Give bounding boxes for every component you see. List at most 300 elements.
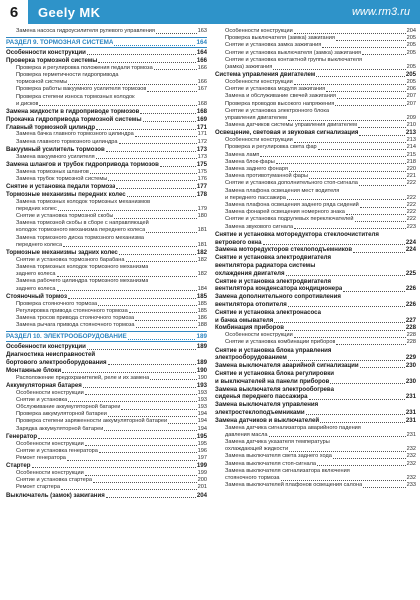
toc-page-number: 214 (406, 144, 416, 151)
toc-entry[interactable] (6, 139, 207, 146)
toc-entry[interactable] (215, 475, 416, 482)
toc-page-number: 179 (197, 205, 207, 212)
toc-entry[interactable] (215, 378, 416, 386)
toc-entry[interactable] (215, 293, 416, 301)
dot-leader (68, 298, 196, 299)
toc-entry[interactable] (215, 71, 416, 79)
toc-entry[interactable] (6, 264, 207, 271)
toc-entry[interactable] (215, 180, 416, 187)
dot-leader (269, 436, 406, 437)
toc-page-number: 204 (196, 491, 207, 499)
toc-entry-title: и дисков (16, 100, 39, 107)
toc-page-number: 205 (406, 42, 416, 49)
dot-leader (359, 135, 404, 136)
toc-entry[interactable] (215, 28, 416, 35)
toc-entry-title: Снятие и установка стартера (16, 477, 92, 484)
toc-entry[interactable] (215, 57, 416, 64)
dot-leader (62, 372, 196, 373)
toc-entry[interactable] (6, 124, 207, 132)
toc-page-number: 166 (197, 64, 207, 71)
toc-entry[interactable] (6, 57, 207, 65)
toc-entry[interactable] (215, 101, 416, 108)
toc-entry[interactable] (215, 439, 416, 446)
toc-page-number: 233 (406, 482, 416, 489)
toc-entry[interactable] (6, 28, 207, 35)
toc-right-column (215, 28, 416, 598)
toc-entry[interactable] (215, 216, 416, 223)
toc-section-heading[interactable] (6, 37, 207, 48)
toc-entry-title: Тормозные механизмы задних колес (6, 249, 118, 257)
toc-page-number: 229 (405, 354, 416, 362)
toc-entry[interactable] (6, 470, 207, 477)
dot-leader (98, 62, 195, 63)
toc-entry[interactable] (6, 249, 207, 257)
toc-entry-title: электростеклоподъемниками (215, 409, 305, 417)
dot-leader (294, 84, 406, 85)
toc-entry-title: Особенности конструкции (16, 470, 84, 477)
toc-entry[interactable] (6, 94, 207, 101)
toc-entry[interactable] (6, 220, 207, 227)
toc-entry-title: Генератор (6, 432, 38, 440)
toc-page-number: 220 (406, 166, 416, 173)
toc-entry-title: Выключатель (замок) зажигания (6, 491, 105, 499)
dot-leader (136, 327, 197, 328)
toc-entry[interactable] (6, 462, 207, 470)
toc-entry[interactable] (6, 161, 207, 169)
toc-entry-title: Замена выключателя аварийной сигнализации (215, 362, 359, 370)
toc-entry[interactable] (6, 271, 207, 278)
toc-entry[interactable] (215, 417, 416, 425)
toc-entry-title: Замена плафона освещения заднего ряда сидений (225, 202, 359, 209)
dot-leader (286, 275, 405, 276)
toc-page-number: 178 (196, 190, 207, 198)
toc-entry[interactable] (6, 191, 207, 199)
toc-entry-title: Замена трубок тормозной системы (16, 175, 108, 182)
toc-entry-title: стояночного тормоза (225, 475, 280, 482)
toc-entry[interactable] (215, 401, 416, 409)
toc-entry-title: Замена плафона освещения мест водителя (225, 187, 340, 194)
toc-entry[interactable] (215, 339, 416, 346)
toc-entry-title: Снятие и установка комбинации приборов (225, 339, 336, 346)
toc-entry-title: Замена насоса гидроусилителя рулевого управления (16, 28, 155, 34)
dot-leader (335, 105, 405, 106)
toc-entry-title: Замена ламп (225, 151, 260, 158)
toc-entry[interactable] (215, 115, 416, 122)
toc-entry-title: заднего колеса (16, 285, 56, 292)
dot-leader (260, 156, 405, 157)
toc-entry[interactable] (6, 65, 207, 72)
toc-entry[interactable] (6, 176, 207, 183)
dot-leader (57, 290, 197, 291)
toc-page-number: 205 (406, 64, 416, 71)
toc-page-number: 182 (197, 271, 207, 278)
toc-entry-title: Замена датчиков и выключателей (215, 416, 320, 424)
toc-page-number: 213 (406, 137, 416, 144)
toc-entry[interactable] (215, 425, 416, 432)
toc-entry-title: Ремонт генератора (16, 455, 66, 462)
toc-entry-title: Замена рычага привода стояночного тормоза (16, 322, 135, 329)
dot-leader (129, 312, 197, 313)
toc-page-number: 205 (406, 35, 416, 42)
toc-page-number: 206 (406, 86, 416, 93)
toc-entry[interactable] (215, 35, 416, 42)
toc-page-number: 189 (196, 343, 207, 351)
toc-entry-title: передних колес (16, 205, 57, 212)
toc-entry-title: Снятие и установка тормозной скобы (16, 213, 114, 220)
toc-entry[interactable] (215, 347, 416, 355)
toc-page-number: 196 (197, 447, 207, 454)
dot-leader (294, 33, 406, 34)
toc-entry[interactable] (215, 354, 416, 362)
dot-leader (114, 218, 196, 219)
toc-page-number: 207 (406, 100, 416, 107)
toc-entry[interactable] (215, 301, 416, 309)
dot-leader (156, 33, 197, 34)
toc-entry[interactable] (215, 64, 416, 71)
dot-leader (336, 40, 406, 41)
toc-entry[interactable] (6, 484, 207, 491)
page-header (0, 0, 420, 24)
toc-entry[interactable] (215, 108, 416, 115)
dot-leader (32, 467, 196, 468)
toc-entry-title: Проверка степени заряженности аккумуляторной батареи (16, 418, 168, 425)
dot-leader (114, 45, 195, 46)
toc-entry[interactable] (6, 146, 207, 154)
toc-entry[interactable] (215, 79, 416, 86)
toc-page-number: 230 (405, 377, 416, 385)
toc-page-number: 199 (196, 462, 207, 470)
toc-entry[interactable] (215, 461, 416, 468)
toc-entry[interactable] (6, 433, 207, 441)
dot-leader (57, 276, 197, 277)
toc-page-number: 190 (197, 374, 207, 381)
toc-entry-title: Система управления двигателем (215, 71, 316, 79)
website-link[interactable]: www.rm3.ru (351, 6, 410, 18)
dot-leader (294, 142, 406, 143)
toc-entry[interactable] (6, 322, 207, 329)
toc-entry[interactable] (215, 432, 416, 439)
toc-entry[interactable] (215, 166, 416, 173)
toc-entry-title: электрооборудованием (215, 354, 287, 362)
dot-leader (119, 254, 196, 255)
dot-leader (309, 399, 405, 400)
toc-page-number: 184 (197, 285, 207, 292)
toc-entry-title: Проверка тормозной системы (6, 57, 98, 64)
toc-entry[interactable] (215, 246, 416, 254)
toc-entry[interactable] (215, 317, 416, 325)
toc-entry-title: Тормозные механизмы передних колес (6, 190, 126, 198)
toc-entry-title: Проверка и регулировка положения педали тормоза (16, 64, 153, 71)
dot-leader (330, 383, 405, 384)
dot-leader (108, 416, 197, 417)
toc-entry[interactable] (215, 93, 416, 100)
toc-entry[interactable] (215, 224, 416, 231)
toc-entry[interactable] (6, 426, 207, 433)
toc-entry[interactable] (6, 183, 207, 191)
dot-leader (135, 320, 197, 321)
toc-entry[interactable] (215, 202, 416, 209)
toc-entry-title: РАЗДЕЛ 9. ТОРМОЗНАЯ СИСТЕМА (6, 39, 114, 47)
toc-page-number: 181 (197, 227, 207, 234)
toc-page-number: 171 (196, 123, 207, 131)
toc-entry-title: Замена выключателя света заднего хода (225, 453, 332, 460)
toc-left-column (6, 28, 207, 598)
toc-page-number: 168 (197, 100, 207, 107)
toc-entry[interactable] (215, 50, 416, 57)
toc-entry[interactable] (6, 131, 207, 138)
toc-page-number: 205 (406, 79, 416, 86)
dot-leader (318, 149, 406, 150)
toc-entry[interactable] (6, 390, 207, 397)
toc-entry[interactable] (6, 315, 207, 322)
toc-entry[interactable] (6, 286, 207, 293)
toc-entry[interactable] (215, 324, 416, 332)
dot-leader (135, 136, 197, 137)
toc-entry[interactable] (6, 293, 207, 301)
dot-leader (289, 451, 406, 452)
toc-page-number: 195 (197, 440, 207, 447)
toc-page-number: 164 (196, 49, 207, 57)
toc-page-number: 225 (405, 269, 416, 277)
dot-leader (121, 409, 196, 410)
dot-leader (273, 69, 405, 70)
toc-entry[interactable] (6, 404, 207, 411)
toc-entry[interactable] (215, 370, 416, 378)
toc-entry-title: Замена моторедукторов стеклоподъемников (215, 246, 353, 254)
toc-entry[interactable] (6, 49, 207, 57)
toc-entry-title: Замена выключателей плафонов освещения салона (225, 482, 363, 489)
toc-entry[interactable] (6, 418, 207, 425)
toc-entry[interactable] (6, 448, 207, 455)
toc-entry[interactable] (6, 441, 207, 448)
table-of-contents (6, 28, 416, 598)
toc-entry[interactable] (6, 169, 207, 176)
toc-entry-title: Замена вакуумного усилителя (16, 153, 95, 160)
toc-entry-title: вентилятора конденсатора кондиционера (215, 285, 343, 293)
toc-entry[interactable] (215, 270, 416, 278)
dot-leader (360, 207, 406, 208)
toc-page-number: 199 (197, 470, 207, 477)
toc-entry[interactable] (215, 137, 416, 144)
toc-entry[interactable] (6, 213, 207, 220)
toc-page-number: 194 (197, 411, 207, 418)
toc-entry-title: Снятие и установка электронного блока (225, 107, 330, 114)
toc-page-number: 200 (197, 477, 207, 484)
dot-leader (116, 188, 195, 189)
toc-entry[interactable] (6, 278, 207, 285)
toc-entry[interactable] (6, 101, 207, 108)
toc-entry[interactable] (215, 195, 416, 202)
dot-leader (99, 452, 197, 453)
toc-entry-title: Замена датчиков системы управления двигателем (225, 122, 357, 129)
toc-entry-title: Зарядка аккумуляторной батареи (16, 425, 104, 432)
dot-leader (58, 210, 197, 211)
toc-entry-title: Аккумуляторная батарея (6, 381, 82, 389)
toc-entry-title: РАЗДЕЛ 10. ЭЛЕКТРООБОРУДОВАНИЕ (6, 333, 127, 341)
toc-entry[interactable] (6, 367, 207, 375)
toc-entry[interactable] (6, 86, 207, 93)
toc-entry[interactable] (6, 206, 207, 213)
toc-entry[interactable] (215, 86, 416, 93)
dot-leader (306, 414, 405, 415)
toc-entry-title: Снятие и установка моторедуктора стеклоочистителя (215, 230, 379, 238)
toc-page-number: 215 (406, 151, 416, 158)
toc-entry[interactable] (6, 351, 207, 359)
toc-entry[interactable] (6, 492, 207, 500)
toc-entry[interactable] (215, 386, 416, 394)
toc-entry[interactable] (215, 152, 416, 159)
toc-entry[interactable] (6, 397, 207, 404)
toc-entry[interactable] (6, 108, 207, 116)
toc-page-number: 230 (405, 362, 416, 370)
toc-entry[interactable] (215, 482, 416, 489)
toc-entry[interactable] (215, 173, 416, 180)
toc-entry[interactable] (6, 72, 207, 79)
toc-entry[interactable] (215, 278, 416, 286)
toc-entry-title: Проверка проводов высокого напряжения (225, 100, 335, 107)
dot-leader (87, 54, 196, 55)
toc-entry-title: и бачка омывателя (215, 316, 274, 324)
toc-entry[interactable] (6, 359, 207, 367)
toc-entry-title: Стартер (6, 462, 31, 470)
dot-leader (146, 232, 196, 233)
dot-leader (63, 246, 197, 247)
toc-entry-title: Замена фонарей освещения номерного знака (225, 209, 345, 216)
dot-leader (355, 221, 406, 222)
toc-entry[interactable] (215, 309, 416, 317)
toc-page-number: 231 (405, 409, 416, 417)
toc-page-number: 171 (197, 131, 207, 138)
toc-entry[interactable] (215, 453, 416, 460)
dot-leader (294, 228, 405, 229)
toc-entry-title: Снятие и установка электронасоса (215, 308, 321, 316)
toc-entry-title: и выключателей на панели приборов (215, 377, 330, 385)
toc-page-number: 207 (406, 93, 416, 100)
dot-leader (87, 349, 196, 350)
toc-page-number: 189 (196, 333, 207, 341)
toc-entry-title: Снятие и установка блока регулировки (215, 370, 334, 378)
dot-leader (147, 91, 196, 92)
toc-entry[interactable] (215, 409, 416, 417)
toc-page-number: 177 (196, 183, 207, 191)
toc-page-number: 232 (406, 446, 416, 453)
toc-entry-title: Снятие и установка педали тормоза (6, 183, 116, 191)
toc-entry-title: Снятие и установка электродвигателя (215, 277, 332, 285)
toc-entry-title: Снятие и установка дополнительного стоп-сигнала (225, 180, 358, 187)
toc-page-number: 231 (406, 431, 416, 438)
toc-entry[interactable] (6, 382, 207, 390)
toc-entry[interactable] (6, 227, 207, 234)
toc-entry[interactable] (215, 446, 416, 453)
dot-leader (90, 173, 197, 174)
toc-entry[interactable] (6, 257, 207, 264)
toc-entry[interactable] (6, 375, 207, 382)
toc-entry[interactable] (215, 468, 416, 475)
toc-entry-title: Замена датчика сигнализатора аварийного падения (225, 424, 361, 431)
toc-entry[interactable] (6, 455, 207, 462)
toc-entry[interactable] (6, 411, 207, 418)
toc-entry-title: Снятие и установка блока управления (215, 346, 332, 354)
dot-leader (316, 76, 405, 77)
toc-page-number: 175 (197, 168, 207, 175)
toc-entry[interactable] (6, 116, 207, 124)
toc-entry[interactable] (215, 122, 416, 129)
toc-entry-title: Диагностика неисправностей (6, 351, 96, 359)
dot-leader (96, 129, 196, 130)
toc-page-number: 213 (405, 129, 416, 137)
toc-page-number: 222 (406, 194, 416, 201)
dot-leader (320, 422, 405, 423)
toc-entry-title: Замена жидкости в гидроприводе тормозов (6, 108, 140, 116)
dot-leader (160, 166, 196, 167)
toc-entry-title: Замена тормозных колодок тормозных механизмов (16, 198, 151, 205)
toc-entry-title: и переднего пассажира (225, 194, 286, 201)
toc-entry[interactable] (6, 477, 207, 484)
toc-entry-title: управления двигателем (225, 115, 287, 122)
toc-entry-title: Замена тормозных шлангов (16, 168, 89, 175)
dot-leader (85, 394, 197, 395)
toc-entry[interactable] (6, 79, 207, 86)
toc-entry[interactable] (6, 242, 207, 249)
toc-entry[interactable] (215, 144, 416, 151)
toc-page-number: 185 (196, 292, 207, 300)
toc-entry[interactable] (215, 332, 416, 339)
dot-leader (85, 475, 197, 476)
toc-entry[interactable] (215, 362, 416, 370)
toc-entry[interactable] (6, 301, 207, 308)
toc-page-number: 224 (405, 246, 416, 254)
toc-page-number: 197 (197, 455, 207, 462)
toc-section-heading[interactable] (6, 331, 207, 342)
toc-entry[interactable] (215, 254, 416, 262)
toc-page-number: 167 (197, 86, 207, 93)
dot-leader (326, 91, 405, 92)
toc-entry[interactable] (215, 393, 416, 401)
dot-leader (363, 487, 405, 488)
toc-entry[interactable] (6, 199, 207, 206)
dot-leader (322, 47, 405, 48)
toc-entry[interactable] (215, 209, 416, 216)
toc-page-number: 228 (405, 324, 416, 332)
toc-entry-title: Ремонт стартера (16, 484, 60, 491)
dot-leader (287, 199, 406, 200)
toc-entry[interactable] (215, 159, 416, 166)
toc-entry-title: Замена выключателя управления (215, 401, 319, 409)
toc-page-number: 172 (197, 138, 207, 145)
toc-entry[interactable] (215, 188, 416, 195)
dot-leader (150, 379, 196, 380)
toc-entry-title: Проверка работы вакуумного усилителя тормозов (16, 86, 147, 93)
toc-entry[interactable] (215, 285, 416, 293)
toc-entry[interactable] (215, 262, 416, 270)
dot-leader (289, 171, 406, 172)
toc-entry[interactable] (215, 239, 416, 247)
toc-page-number: 185 (197, 307, 207, 314)
toc-entry-title: давления масла (225, 431, 268, 438)
dot-leader (343, 291, 405, 292)
toc-entry[interactable] (6, 154, 207, 161)
toc-entry[interactable] (6, 343, 207, 351)
toc-entry[interactable] (6, 308, 207, 315)
dot-leader (61, 489, 197, 490)
toc-entry[interactable] (215, 231, 416, 239)
toc-entry-title: Регулировка привода стояночного тормоза (16, 307, 128, 314)
toc-entry[interactable] (215, 129, 416, 137)
dot-leader (96, 158, 197, 159)
toc-page-number: 180 (197, 213, 207, 220)
toc-entry[interactable] (6, 235, 207, 242)
toc-entry[interactable] (215, 42, 416, 49)
